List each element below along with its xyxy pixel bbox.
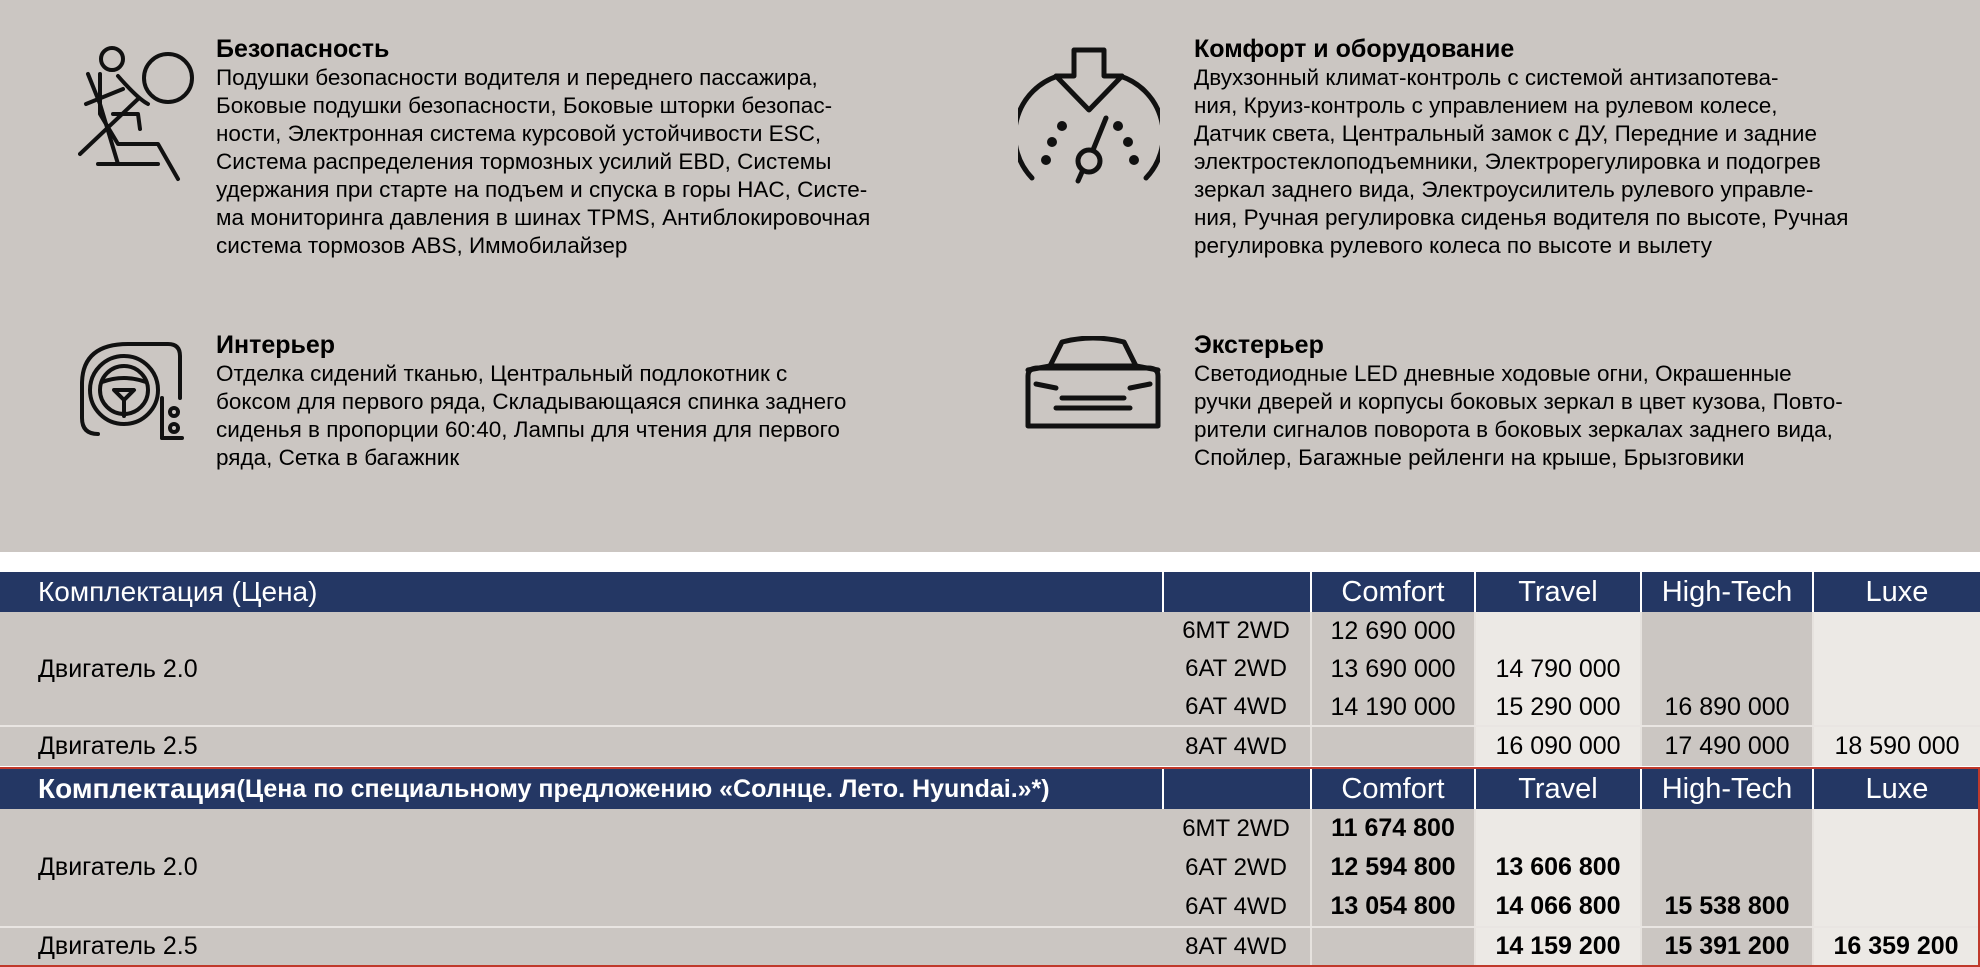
feature-line: регулировка рулевого колеса по высоте и вылету	[1194, 233, 1712, 258]
special-price-table	[0, 769, 1980, 965]
feature-title: Экстерьер	[1194, 331, 1324, 359]
table-header-title: Комплектация (Цена)	[38, 576, 318, 607]
price-cell: 15 538 800	[1664, 892, 1790, 920]
trim-comfort: Comfort	[1341, 772, 1445, 805]
feature-line: ма мониторинга давления в шинах TPMS, Антиблокировочная	[216, 205, 871, 230]
trim-travel: Travel	[1518, 772, 1598, 805]
header-rest: (Цена по специальному предложению «Солнце. Лето. Hyundai.»*)	[236, 774, 1050, 803]
price-cell: 15 391 200	[1664, 932, 1790, 960]
feature-comfort	[1194, 34, 1848, 260]
price-cell: 13 054 800	[1330, 892, 1456, 920]
price-cell: 14 790 000	[1495, 654, 1621, 683]
transmission-label: 6MT 2WD	[1182, 814, 1290, 842]
transmission-label: 6AT 4WD	[1185, 693, 1287, 720]
price-cell: 14 190 000	[1330, 692, 1456, 721]
feature-title: Интерьер	[216, 331, 336, 359]
engine-label: Двигатель 2.5	[38, 732, 198, 760]
transmission-label: 6AT 4WD	[1185, 892, 1287, 920]
transmission-label: 8AT 4WD	[1185, 732, 1287, 760]
feature-line: ния, Ручная регулировка сиденья водителя по высоте, Ручная	[1194, 205, 1849, 230]
feature-line: ния, Круиз-контроль с управлением на рулевом колесе,	[1194, 93, 1778, 118]
table-header-title	[0, 769, 1162, 809]
price-table	[0, 572, 1980, 766]
trim-high-tech: High-Tech	[1661, 575, 1793, 608]
steering-wheel-icon	[78, 338, 184, 444]
feature-line: боксом для первого ряда, Складывающаяся спинка заднего	[216, 389, 847, 414]
feature-line: сиденья в пропорции 60:40, Лампы для чтения для первого	[216, 417, 840, 442]
price-cell: 16 090 000	[1495, 732, 1621, 760]
feature-title: Безопасность	[216, 35, 390, 63]
feature-line: Отделка сидений тканью, Центральный подлокотник с	[216, 361, 788, 386]
table-header	[0, 769, 1980, 809]
feature-line: электростеклоподъемники, Электрорегулировка и подогрев	[1194, 149, 1821, 174]
feature-line: удержания при старте на подъем и спуска в горы HAC, Систе-	[216, 177, 868, 202]
feature-line: рители сигналов поворота в боковых зеркалах заднего вида,	[1194, 417, 1833, 442]
feature-line: Датчик света, Центральный замок с ДУ, Передние и задние	[1194, 121, 1818, 146]
feature-line: Боковые подушки безопасности, Боковые шторки безопас-	[216, 93, 833, 118]
transmission-label: 6AT 2WD	[1185, 655, 1287, 682]
price-cell: 12 690 000	[1330, 616, 1456, 645]
feature-line: ности, Электронная система курсовой устойчивости ESC,	[216, 121, 822, 146]
feature-line: Система распределения тормозных усилий EBD, Системы	[216, 149, 832, 174]
feature-interior	[216, 330, 846, 472]
table-header	[0, 572, 1980, 612]
feature-line: зеркал заднего вида, Электроусилитель рулевого управле-	[1194, 177, 1814, 202]
price-cell: 12 594 800	[1330, 853, 1456, 881]
feature-line: Светодиодные LED дневные ходовые огни, Окрашенные	[1194, 361, 1792, 386]
feature-line: Двухзонный климат-контроль с системой антизапотева-	[1194, 65, 1779, 90]
price-cell: 15 290 000	[1495, 692, 1621, 721]
feature-line: система тормозов ABS, Иммобилайзер	[216, 233, 628, 258]
price-cell: 16 359 200	[1833, 932, 1959, 960]
feature-line: ручки дверей и корпусы боковых зеркал в цвет кузова, Повто-	[1194, 389, 1843, 414]
feature-safety	[216, 34, 870, 260]
engine-label: Двигатель 2.5	[38, 932, 198, 960]
speedometer-icon	[1018, 46, 1160, 186]
price-cell: 18 590 000	[1834, 732, 1960, 760]
transmission-label: 6MT 2WD	[1182, 617, 1290, 644]
engine-label: Двигатель 2.0	[38, 853, 198, 881]
transmission-label: 8AT 4WD	[1185, 932, 1287, 960]
header-bold: Комплектация	[38, 773, 237, 804]
price-cell: 11 674 800	[1331, 814, 1455, 842]
engine-label: Двигатель 2.0	[38, 654, 198, 683]
price-cell: 13 606 800	[1495, 853, 1621, 881]
trim-comfort: Comfort	[1341, 575, 1445, 608]
price-cell: 14 066 800	[1495, 892, 1621, 920]
feature-title: Комфорт и оборудование	[1194, 35, 1515, 63]
feature-line: Спойлер, Багажные рейленги на крыше, Брызговики	[1194, 445, 1745, 470]
price-cell: 13 690 000	[1330, 654, 1456, 683]
trim-high-tech: High-Tech	[1661, 772, 1793, 805]
trim-luxe: Luxe	[1865, 575, 1929, 608]
price-cell: 14 159 200	[1495, 932, 1621, 960]
airbag-seat-icon	[78, 44, 198, 184]
price-cell: 17 490 000	[1664, 732, 1790, 760]
transmission-label: 6AT 2WD	[1185, 853, 1287, 881]
trim-travel: Travel	[1518, 575, 1598, 608]
price-cell: 16 890 000	[1664, 692, 1790, 721]
feature-line: ряда, Сетка в багажник	[216, 445, 460, 470]
trim-luxe: Luxe	[1865, 772, 1929, 805]
car-front-icon	[1022, 336, 1164, 432]
feature-line: Подушки безопасности водителя и переднего пассажира,	[216, 65, 818, 90]
feature-exterior	[1194, 330, 1843, 472]
